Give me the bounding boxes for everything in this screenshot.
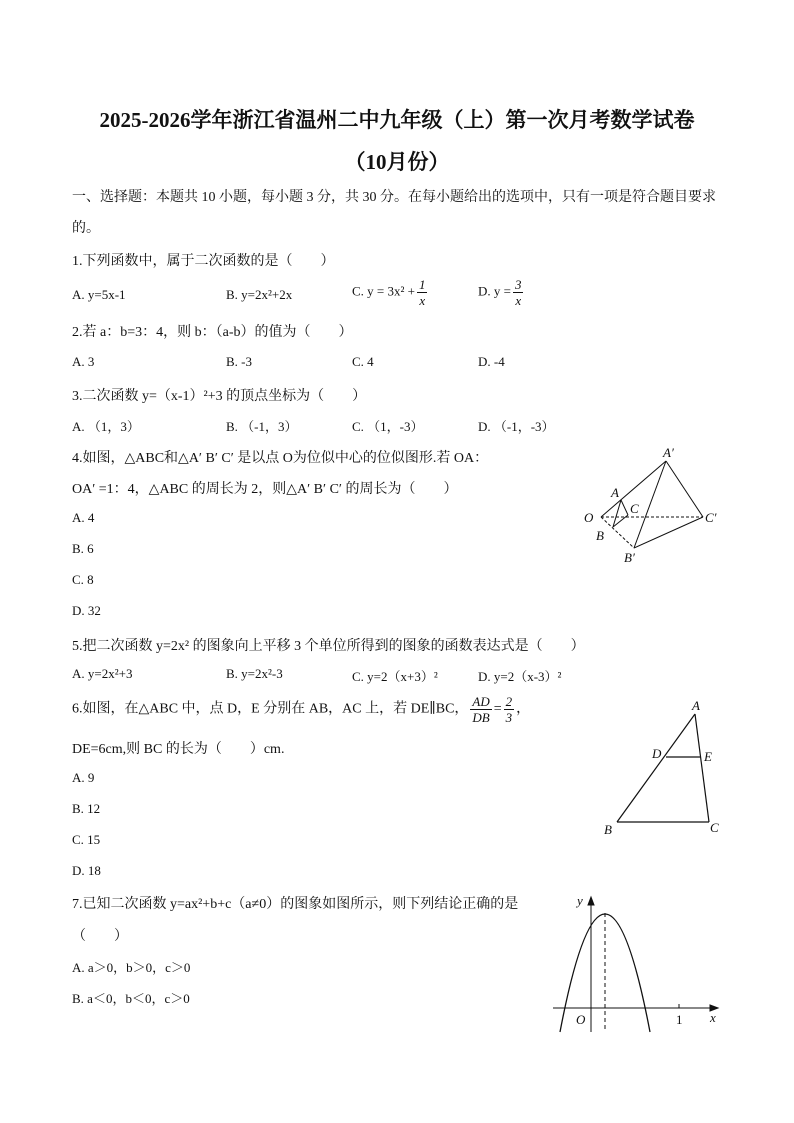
q2-option-a: A. 3 [72, 354, 95, 369]
q7-option-b: B. a＜0，b＜0，c＞0 [72, 991, 190, 1006]
q7-stem-line1: 7.已知二次函数 y=ax²+b+c（a≠0）的图象如图所示，则下列结论正确的是 [72, 897, 519, 912]
q2-option-d: D. -4 [478, 354, 505, 369]
fig6-label-d: D [652, 746, 662, 761]
q5-option-a: A. y=2x²+3 [72, 666, 133, 681]
q5-option-d: D. y=2（x-3）² [478, 669, 562, 684]
q3-stem: 3.二次函数 y=（x-1）²+3 的顶点坐标为（ ） [72, 389, 367, 404]
q6-ratio-value-denominator: 3 [505, 710, 513, 725]
fig7-label-one: 1 [676, 1012, 683, 1027]
q6-stem-suffix: ， [516, 701, 531, 717]
q4-option-b: B. 6 [72, 541, 94, 556]
q1-option-c-prefix: C. y = 3x² + [352, 283, 415, 299]
fig4-label-c: C [630, 501, 639, 516]
q4-stem-line2: OA′ =1：4，△ABC 的周长为 2，则△A′ B′ C′ 的周长为（ ） [72, 482, 458, 497]
q1-d-denominator: x [515, 293, 522, 308]
q6-ratio-numerator: AD [472, 694, 490, 709]
fig6-label-e: E [704, 749, 712, 764]
q6-ratio-value-numerator: 2 [505, 694, 513, 709]
fig7-label-origin: O [576, 1012, 586, 1027]
fig6-label-a: A [692, 698, 700, 713]
q3-option-c: C. （1，-3） [352, 419, 424, 434]
q1-c-numerator: 1 [418, 277, 426, 292]
q6-option-d: D. 18 [72, 863, 101, 878]
section-instructions-cont: 的。 [72, 221, 100, 236]
exam-title: 2025-2026学年浙江省温州二中九年级（上）第一次月考数学试卷 [99, 108, 695, 132]
fig6-label-b: B [604, 822, 612, 837]
q1-option-a: A. y=5x-1 [72, 287, 126, 302]
fig4-label-a2: A′ [663, 445, 674, 460]
q2-stem: 2.若 a：b=3：4，则 b：（a-b）的值为（ ） [72, 325, 353, 340]
q7-stem-line2: （ ） [72, 929, 128, 944]
fig7-y-arrow [588, 897, 594, 905]
q1-d-numerator: 3 [514, 277, 522, 292]
q6-ratio-equals: = [493, 701, 502, 717]
q6-option-c: C. 15 [72, 832, 101, 847]
q4-option-a: A. 4 [72, 510, 95, 525]
fig4-label-c2: C′ [705, 510, 717, 525]
q7-option-a: A. a＞0，b＞0，c＞0 [72, 960, 191, 975]
q6-stem-prefix: 6.如图，在△ABC 中，点 D，E 分别在 AB，AC 上，若 DE∥BC， [72, 701, 469, 717]
q2-option-c: C. 4 [352, 354, 374, 369]
fig7-label-y: y [577, 893, 583, 908]
q4-option-d: D. 32 [72, 603, 101, 618]
section-instructions: 一、选择题：本题共 10 小题，每小题 3 分，共 30 分。在每小题给出的选项中，只有一项是符合题目要求 [72, 190, 716, 205]
q3-option-a: A. （1，3） [72, 419, 140, 434]
fig4-label-o: O [584, 510, 594, 525]
fig4-label-a: A [611, 485, 619, 500]
q6-ratio-denominator: DB [472, 710, 490, 725]
q6-option-b: B. 12 [72, 801, 101, 816]
q1-c-denominator: x [419, 293, 426, 308]
q3-option-d: D. （-1，-3） [478, 419, 555, 434]
q5-stem: 5.把二次函数 y=2x² 的图象向上平移 3 个单位所得到的图象的函数表达式是（ ） [72, 639, 585, 654]
fig7-label-x: x [710, 1010, 716, 1025]
q5-option-c: C. y=2（x+3）² [352, 669, 438, 684]
q6-option-a: A. 9 [72, 770, 95, 785]
q1-option-b: B. y=2x²+2x [226, 287, 293, 302]
fig4-label-b2: B′ [624, 550, 635, 565]
q4-stem-line1: 4.如图，△ABC和△A′ B′ C′ 是以点 O为位似中心的位似图形.若 OA： [72, 451, 489, 466]
q3-option-b: B. （-1，3） [226, 419, 298, 434]
q1-stem: 1.下列函数中，属于二次函数的是（ ） [72, 254, 335, 269]
q4-option-c: C. 8 [72, 572, 94, 587]
q5-option-b: B. y=2x²-3 [226, 666, 283, 681]
fig6-label-c: C [710, 820, 719, 835]
q1-option-d-prefix: D. y = [478, 283, 511, 299]
q2-option-b: B. -3 [226, 354, 252, 369]
fig4-label-b: B [596, 528, 604, 543]
exam-subtitle: （10月份） [344, 150, 450, 174]
q6-stem-line2: DE=6cm,则 BC 的长为（ ）cm. [72, 742, 285, 757]
